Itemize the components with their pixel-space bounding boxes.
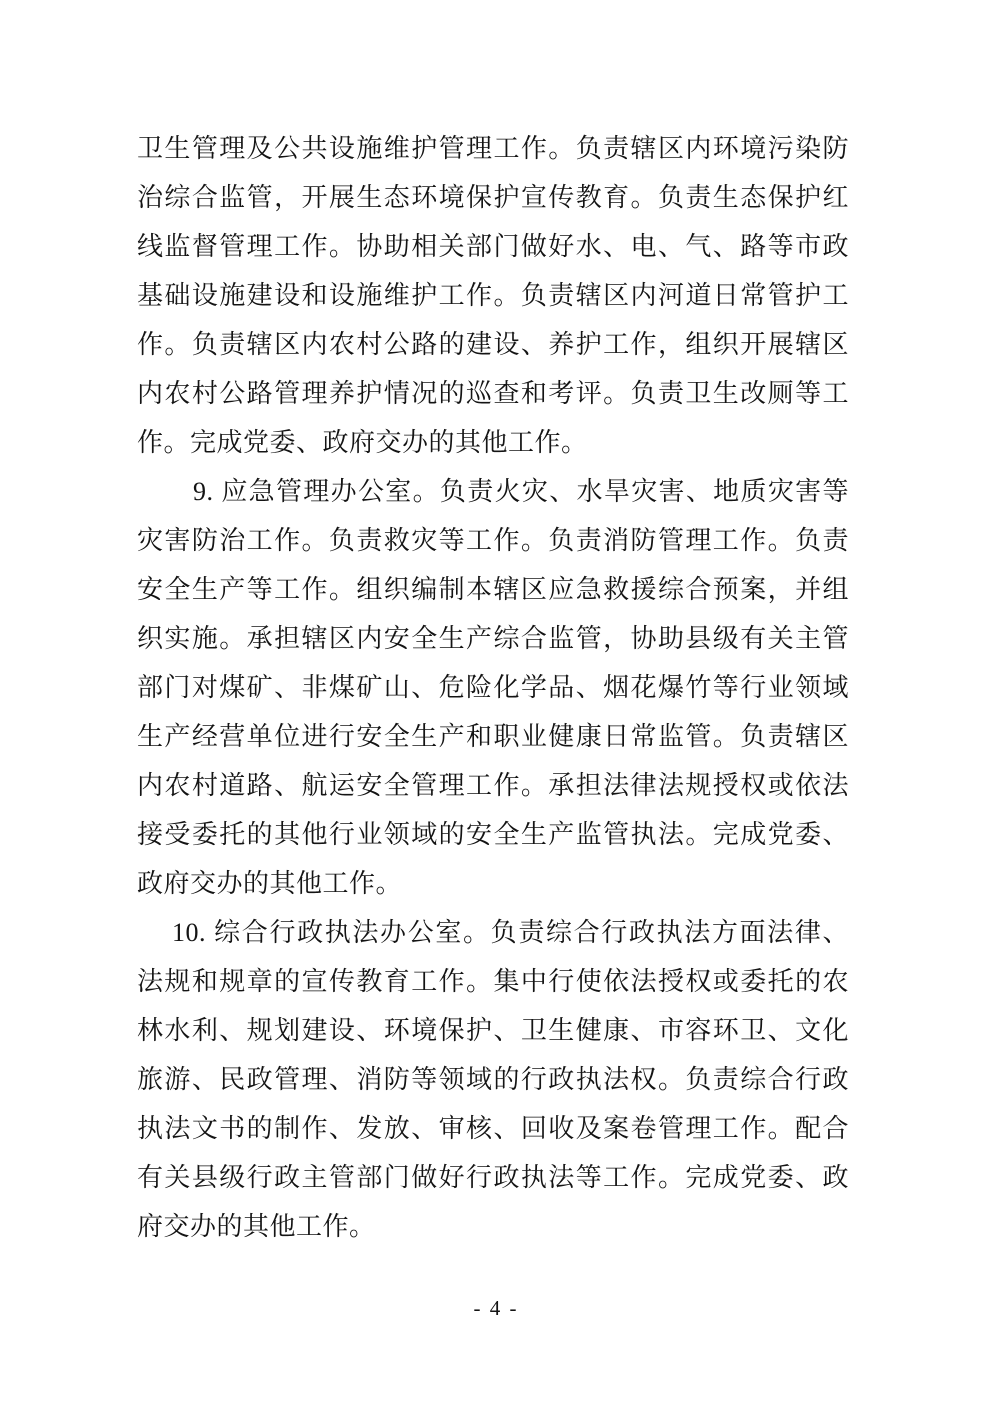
body-text-line: 治综合监管，开展生态环境保护宣传教育。负责生态保护红 <box>137 183 849 212</box>
body-text-line: 有关县级行政主管部门做好行政执法等工作。完成党委、政 <box>137 1163 849 1192</box>
body-text-line: 织实施。承担辖区内安全生产综合监管，协助县级有关主管 <box>137 624 849 653</box>
body-text-line: 执法文书的制作、发放、审核、回收及案卷管理工作。配合 <box>137 1114 849 1143</box>
document-body <box>137 124 849 1251</box>
body-text-line: 接受委托的其他行业领域的安全生产监管执法。完成党委、 <box>137 820 849 849</box>
body-text-line: 卫生管理及公共设施维护管理工作。负责辖区内环境污染防 <box>137 134 849 163</box>
body-text-line: 作。负责辖区内农村公路的建设、养护工作，组织开展辖区 <box>137 330 849 359</box>
body-text-line-item-9: 9. 应急管理办公室。负责火灾、水旱灾害、地质灾害等 <box>193 477 849 506</box>
body-text-line: 基础设施建设和设施维护工作。负责辖区内河道日常管护工 <box>137 281 849 310</box>
body-text-line: 灾害防治工作。负责救灾等工作。负责消防管理工作。负责 <box>137 526 849 555</box>
body-text-line: 内农村道路、航运安全管理工作。承担法律法规授权或依法 <box>137 771 849 800</box>
body-text-line: 旅游、民政管理、消防等领域的行政执法权。负责综合行政 <box>137 1065 849 1094</box>
page-number: - 4 - <box>473 1296 519 1320</box>
body-text-line: 林水利、规划建设、环境保护、卫生健康、市容环卫、文化 <box>137 1016 849 1045</box>
body-text-line: 安全生产等工作。组织编制本辖区应急救援综合预案，并组 <box>137 575 849 604</box>
body-text-line: 线监督管理工作。协助相关部门做好水、电、气、路等市政 <box>137 232 849 261</box>
body-text-line: 生产经营单位进行安全生产和职业健康日常监管。负责辖区 <box>137 722 849 751</box>
body-text-line: 作。完成党委、政府交办的其他工作。 <box>137 428 588 457</box>
body-text-line: 政府交办的其他工作。 <box>137 869 403 898</box>
body-text-line-item-10: 10. 综合行政执法办公室。负责综合行政执法方面法律、 <box>172 918 849 947</box>
body-text-line: 内农村公路管理养护情况的巡查和考评。负责卫生改厕等工 <box>137 379 849 408</box>
body-text-line: 法规和规章的宣传教育工作。集中行使依法授权或委托的农 <box>137 967 849 996</box>
body-text-line: 府交办的其他工作。 <box>137 1212 376 1241</box>
body-text-line: 部门对煤矿、非煤矿山、危险化学品、烟花爆竹等行业领域 <box>137 673 849 702</box>
